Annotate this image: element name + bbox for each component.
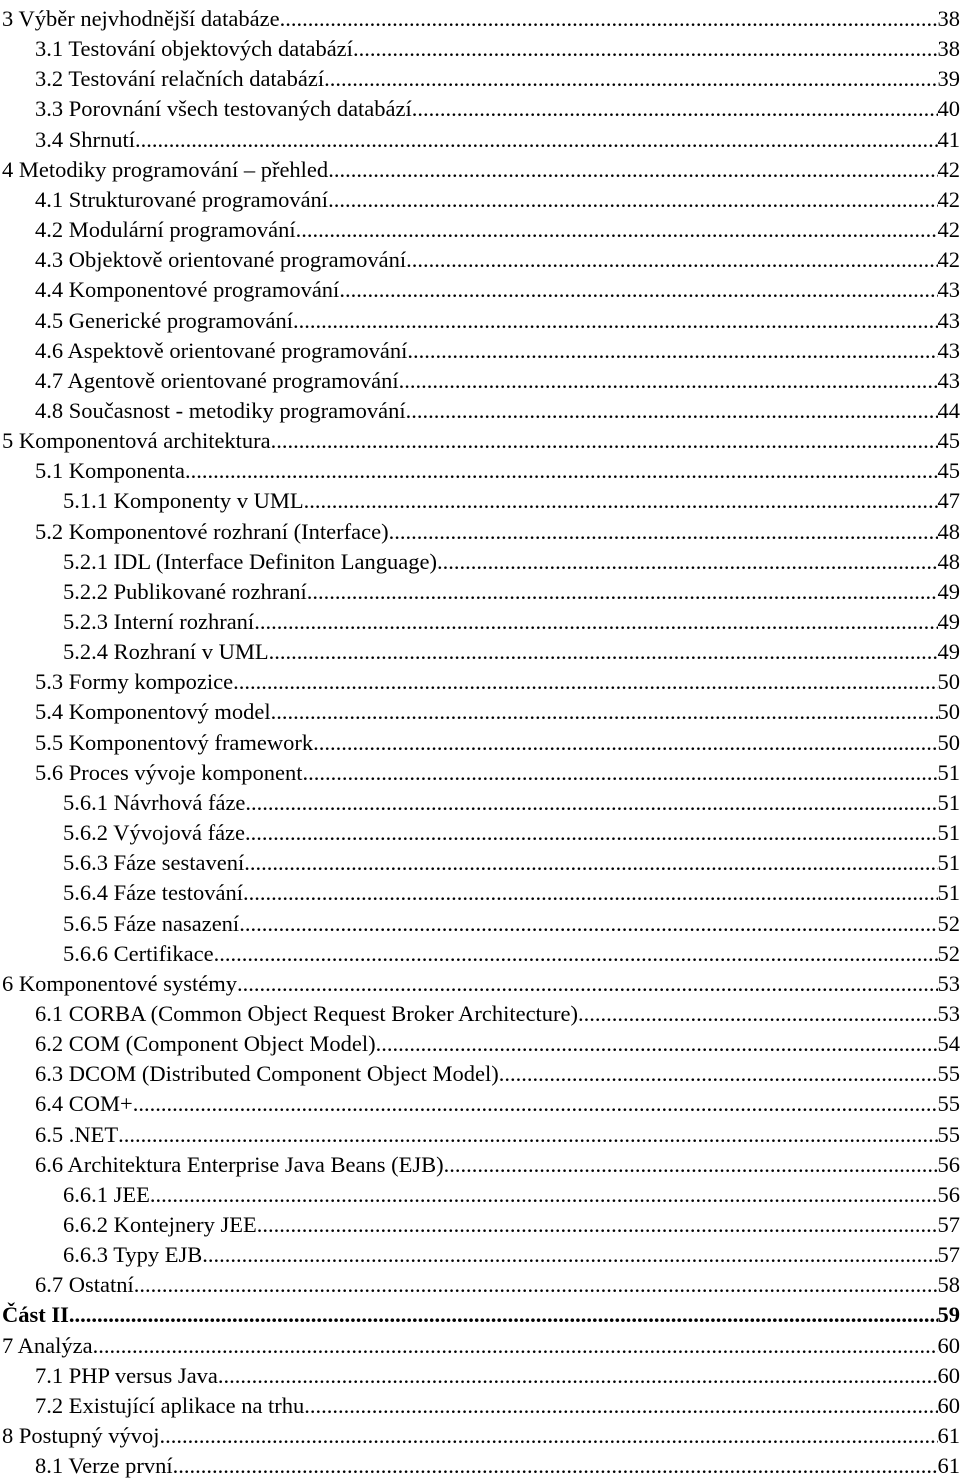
toc-entry[interactable] (35, 1118, 960, 1148)
toc-entry[interactable] (35, 515, 960, 545)
toc-entry-page-number: 43 (938, 368, 960, 394)
dot-leader (237, 971, 938, 997)
toc-entry-page-number: 60 (938, 1333, 960, 1359)
toc-entry-title: 4.5 Generické programování (35, 308, 293, 334)
toc-entry[interactable] (63, 545, 960, 575)
toc-entry-title: 8 Postupný vývoj (2, 1423, 160, 1449)
toc-entry[interactable] (63, 1208, 960, 1238)
toc-entry[interactable] (2, 1329, 960, 1359)
dot-leader (93, 1333, 938, 1359)
toc-entry[interactable] (35, 304, 960, 334)
toc-entry-title: Část II. (2, 1302, 75, 1328)
toc-entry[interactable] (35, 1057, 960, 1087)
toc-entry-title: 4.1 Strukturované programování (35, 187, 328, 213)
dot-leader (134, 1272, 938, 1298)
dot-leader (269, 639, 938, 665)
toc-entry-page-number: 53 (938, 971, 960, 997)
toc-entry-title: 5.5 Komponentový framework (35, 730, 313, 756)
toc-entry[interactable] (35, 1087, 960, 1117)
toc-entry[interactable] (63, 816, 960, 846)
toc-entry-page-number: 51 (938, 880, 960, 906)
dot-leader (280, 6, 938, 32)
toc-entry[interactable] (35, 213, 960, 243)
toc-entry-title: 3.2 Testování relačních databází (35, 66, 324, 92)
toc-entry[interactable] (63, 605, 960, 635)
toc-entry[interactable] (35, 183, 960, 213)
toc-entry-title: 5.6.2 Vývojová fáze (63, 820, 245, 846)
toc-entry-page-number: 50 (938, 730, 960, 756)
dot-leader (328, 187, 937, 213)
toc-entry-title: 5.2.1 IDL (Interface Definiton Language) (63, 549, 437, 575)
toc-entry-title: 3 Výběr nejvhodnější databáze (2, 6, 280, 32)
dot-leader (243, 880, 938, 906)
toc-entry[interactable] (2, 1298, 960, 1328)
toc-entry-page-number: 60 (938, 1393, 960, 1419)
toc-entry[interactable] (35, 695, 960, 725)
toc-entry-title: 5.6.3 Fáze sestavení (63, 850, 244, 876)
toc-entry-title: 4.8 Současnost - metodiky programování (35, 398, 406, 424)
dot-leader (257, 1212, 938, 1238)
toc-entry[interactable] (35, 756, 960, 786)
toc-entry-page-number: 44 (938, 398, 960, 424)
dot-leader (160, 1423, 938, 1449)
toc-entry-title: 6.6.3 Typy EJB (63, 1242, 202, 1268)
toc-entry[interactable] (63, 846, 960, 876)
dot-leader (324, 66, 937, 92)
dot-leader (406, 247, 937, 273)
dot-leader (75, 1302, 938, 1328)
toc-entry[interactable] (63, 937, 960, 967)
toc-entry-page-number: 49 (938, 579, 960, 605)
dot-leader (304, 488, 938, 514)
toc-entry-page-number: 38 (938, 6, 960, 32)
toc-entry-title: 5.2.4 Rozhraní v UML (63, 639, 269, 665)
toc-entry-page-number: 61 (938, 1423, 960, 1449)
toc-entry[interactable] (2, 153, 960, 183)
dot-leader (406, 398, 938, 424)
toc-entry[interactable] (63, 907, 960, 937)
toc-entry-title: 4 Metodiky programování – přehled (2, 157, 328, 183)
dot-leader (133, 1091, 938, 1117)
toc-entry[interactable] (35, 665, 960, 695)
toc-entry-page-number: 42 (938, 247, 960, 273)
toc-entry-page-number: 59 (938, 1302, 960, 1328)
dot-leader (218, 1363, 938, 1389)
toc-entry-title: 7 Analýza (2, 1333, 93, 1359)
toc-entry-page-number: 56 (938, 1182, 960, 1208)
toc-entry-title: 5.1 Komponenta (35, 458, 185, 484)
toc-entry-page-number: 51 (938, 820, 960, 846)
toc-entry[interactable] (63, 635, 960, 665)
toc-entry[interactable] (35, 62, 960, 92)
toc-entry[interactable] (35, 1148, 960, 1178)
toc-entry-title: 7.2 Existující aplikace na trhu (35, 1393, 304, 1419)
toc-entry-title: 5.6.5 Fáze nasazení (63, 911, 239, 937)
dot-leader (254, 609, 937, 635)
toc-entry-page-number: 42 (938, 187, 960, 213)
dot-leader (293, 308, 937, 334)
toc-entry[interactable] (63, 876, 960, 906)
toc-entry-page-number: 60 (938, 1363, 960, 1389)
dot-leader (339, 277, 937, 303)
toc-entry-page-number: 58 (938, 1272, 960, 1298)
dot-leader (244, 850, 937, 876)
dot-leader (313, 730, 937, 756)
toc-entry[interactable] (35, 1449, 960, 1479)
toc-entry-page-number: 56 (938, 1152, 960, 1178)
toc-entry-title: 4.3 Objektově orientované programování (35, 247, 406, 273)
toc-entry-page-number: 55 (938, 1061, 960, 1087)
toc-entry[interactable] (35, 123, 960, 153)
toc-entry[interactable] (35, 273, 960, 303)
dot-leader (353, 36, 938, 62)
toc-entry[interactable] (63, 1178, 960, 1208)
dot-leader (233, 669, 937, 695)
toc-entry-page-number: 45 (938, 458, 960, 484)
toc-entry-title: 4.2 Modulární programování (35, 217, 296, 243)
toc-entry-page-number: 43 (938, 308, 960, 334)
toc-entry-page-number: 55 (938, 1091, 960, 1117)
toc-entry[interactable] (35, 1027, 960, 1057)
toc-entry-page-number: 47 (938, 488, 960, 514)
toc-entry-title: 6 Komponentové systémy (2, 971, 237, 997)
toc-entry-title: 5.6.1 Návrhová fáze (63, 790, 245, 816)
toc-entry-page-number: 57 (938, 1212, 960, 1238)
toc-entry-page-number: 45 (938, 428, 960, 454)
toc-entry-page-number: 50 (938, 669, 960, 695)
toc-entry-title: 6.6.2 Kontejnery JEE (63, 1212, 257, 1238)
dot-leader (376, 1031, 938, 1057)
toc-entry-page-number: 42 (938, 157, 960, 183)
toc-entry-title: 6.1 CORBA (Common Object Request Broker Architecture) (35, 1001, 578, 1027)
toc-entry[interactable] (2, 967, 960, 997)
toc-entry-page-number: 41 (938, 127, 960, 153)
toc-entry-page-number: 52 (938, 941, 960, 967)
toc-entry-page-number: 48 (938, 549, 960, 575)
dot-leader (173, 1453, 938, 1479)
dot-leader (389, 519, 938, 545)
toc-entry-page-number: 53 (938, 1001, 960, 1027)
toc-entry[interactable] (35, 997, 960, 1027)
dot-leader (304, 1393, 937, 1419)
toc-entry[interactable] (63, 484, 960, 514)
toc-entry[interactable] (35, 1268, 960, 1298)
dot-leader (245, 790, 937, 816)
dot-leader (150, 1182, 938, 1208)
toc-entry-title: 6.3 DCOM (Distributed Component Object Model) (35, 1061, 499, 1087)
dot-leader (444, 1152, 938, 1178)
dot-leader (214, 941, 938, 967)
toc-entry-page-number: 48 (938, 519, 960, 545)
toc-entry-title: 5.1.1 Komponenty v UML (63, 488, 304, 514)
toc-entry-title: 6.4 COM+ (35, 1091, 133, 1117)
toc-entry[interactable] (2, 424, 960, 454)
toc-entry-title: 7.1 PHP versus Java (35, 1363, 218, 1389)
toc-entry-page-number: 54 (938, 1031, 960, 1057)
toc-entry-page-number: 49 (938, 639, 960, 665)
toc-entry-page-number: 50 (938, 699, 960, 725)
dot-leader (399, 368, 938, 394)
toc-entry-title: 6.2 COM (Component Object Model) (35, 1031, 376, 1057)
dot-leader (185, 458, 938, 484)
toc-entry-page-number: 51 (938, 850, 960, 876)
toc-entry-page-number: 42 (938, 217, 960, 243)
toc-entry-page-number: 43 (938, 338, 960, 364)
toc-entry-title: 4.7 Agentově orientované programování (35, 368, 399, 394)
toc-entry[interactable] (35, 243, 960, 273)
toc-entry-page-number: 57 (938, 1242, 960, 1268)
dot-leader (239, 911, 937, 937)
toc-entry-page-number: 51 (938, 790, 960, 816)
toc-entry-page-number: 49 (938, 609, 960, 635)
dot-leader (271, 428, 938, 454)
toc-entry[interactable] (35, 1359, 960, 1389)
toc-entry[interactable] (35, 454, 960, 484)
toc-entry-title: 3.4 Shrnutí (35, 127, 135, 153)
toc-entry-title: 5.2 Komponentové rozhraní (Interface) (35, 519, 389, 545)
toc-entry[interactable] (2, 2, 960, 32)
toc-entry-title: 5.4 Komponentový model (35, 699, 271, 725)
toc-entry-page-number: 40 (938, 96, 960, 122)
toc-entry[interactable] (35, 726, 960, 756)
toc-entry-page-number: 39 (938, 66, 960, 92)
toc-entry-title: 6.6 Architektura Enterprise Java Beans (EJB) (35, 1152, 444, 1178)
toc-entry-title: 5.2.3 Interní rozhraní (63, 609, 254, 635)
dot-leader (437, 549, 938, 575)
toc-entry-page-number: 43 (938, 277, 960, 303)
dot-leader (135, 127, 937, 153)
toc-entry[interactable] (63, 1238, 960, 1268)
dot-leader (271, 699, 938, 725)
toc-entry-title: 3.1 Testování objektových databází (35, 36, 353, 62)
toc-entry-title: 6.7 Ostatní (35, 1272, 134, 1298)
toc-entry-title: 4.6 Aspektově orientované programování (35, 338, 407, 364)
dot-leader (118, 1122, 937, 1148)
toc-entry-title: 5.6.4 Fáze testování (63, 880, 243, 906)
toc-entry-title: 5.3 Formy kompozice (35, 669, 233, 695)
toc-entry-title: 4.4 Komponentové programování (35, 277, 339, 303)
dot-leader (302, 760, 937, 786)
toc-entry[interactable] (35, 334, 960, 364)
toc-entry[interactable] (2, 1419, 960, 1449)
dot-leader (307, 579, 938, 605)
toc-entry-title: 6.5 .NET (35, 1122, 118, 1148)
toc-entry-page-number: 55 (938, 1122, 960, 1148)
toc-entry-page-number: 51 (938, 760, 960, 786)
toc-entry[interactable] (35, 364, 960, 394)
dot-leader (328, 157, 937, 183)
toc-entry-title: 6.6.1 JEE (63, 1182, 150, 1208)
toc-entry[interactable] (63, 786, 960, 816)
toc-entry-title: 3.3 Porovnání všech testovaných databází (35, 96, 412, 122)
toc-entry-page-number: 61 (938, 1453, 960, 1479)
dot-leader (245, 820, 937, 846)
toc-entry[interactable] (35, 32, 960, 62)
dot-leader (499, 1061, 938, 1087)
toc-entry-title: 5 Komponentová architektura (2, 428, 271, 454)
dot-leader (412, 96, 938, 122)
toc-entry[interactable] (35, 1389, 960, 1419)
dot-leader (578, 1001, 937, 1027)
dot-leader (202, 1242, 937, 1268)
toc-entry[interactable] (35, 92, 960, 122)
dot-leader (296, 217, 938, 243)
toc-entry-title: 5.6 Proces vývoje komponent (35, 760, 302, 786)
toc-entry-title: 8.1 Verze první (35, 1453, 173, 1479)
toc-entry[interactable] (63, 575, 960, 605)
toc-entry-title: 5.2.2 Publikované rozhraní (63, 579, 307, 605)
toc-entry-page-number: 38 (938, 36, 960, 62)
toc-entry-title: 5.6.6 Certifikace (63, 941, 214, 967)
toc-entry-page-number: 52 (938, 911, 960, 937)
toc-entry[interactable] (35, 394, 960, 424)
dot-leader (407, 338, 937, 364)
